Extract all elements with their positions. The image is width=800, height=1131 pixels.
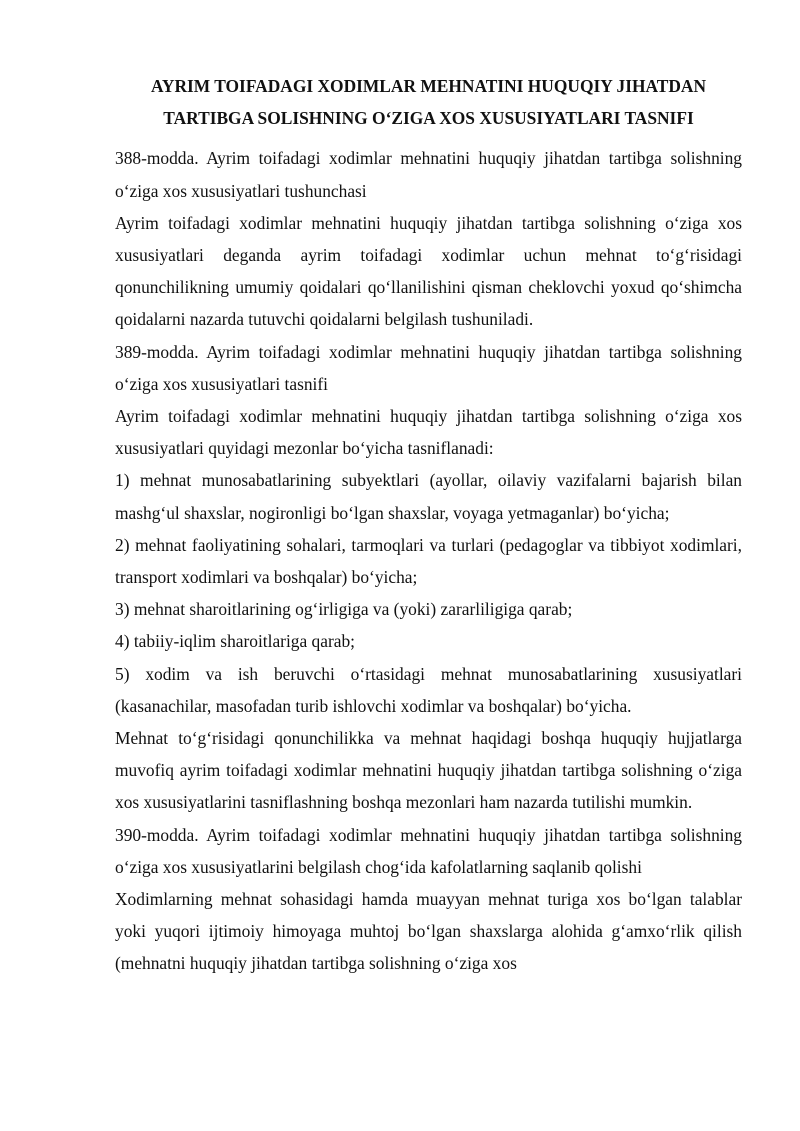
list-item: 4) tabiiy-iqlim sharoitlariga qarab; — [115, 631, 356, 652]
list-item: 2) mehnat faoliyatining sohalari, tarmoqlari va turlari (pedagoglar va tibbiyot xodimlari, transport xodimlari va boshqalar) bo‘yicha; — [115, 534, 742, 588]
title-line: TARTIBGA SOLISHNING O‘ZIGA XOS XUSUSIYATLARI TASNIFI — [163, 108, 694, 129]
list-item: 3) mehnat sharoitlarining og‘irligiga va (yoki) zararliligiga qarab; — [115, 599, 573, 620]
article-text: Ayrim toifadagi xodimlar mehnatini huquqiy jihatdan tartibga solishning o‘ziga xos xususiyatlari quyidagi mezonlar bo‘yicha tasniflanadi: — [115, 406, 742, 459]
document-title — [115, 70, 742, 134]
list-item: 5) xodim va ish beruvchi o‘rtasidagi mehnat munosabatlarining xususiyatlari (kasanachilar, masofadan turib ishlovchi xodimlar va boshqalar) bo‘yicha. — [115, 663, 742, 716]
list-item: 1) mehnat munosabatlarining subyektlari (ayollar, oilaviy vazifalarni bajarish bilan mashg‘ul shaxslar, nogironligi bo‘lgan shaxslar, voyaga yetmaganlar) bo‘yicha; — [115, 470, 742, 523]
article-heading-390: 390-modda. Ayrim toifadagi xodimlar mehnatini huquqiy jihatdan tartibga solishning o‘ziga xos xususiyatlarini belgilash chog‘ida kafolatlarning saqlanib qolishi — [115, 824, 742, 877]
article-heading-388: 388-modda. Ayrim toifadagi xodimlar mehnatini huquqiy jihatdan tartibga solishning o‘ziga xos xususiyatlari tushunchasi — [115, 148, 742, 201]
document-body — [115, 70, 742, 980]
article-text: Mehnat to‘g‘risidagi qonunchilikka va mehnat haqidagi boshqa huquqiy hujjatlarga muvofiq ayrim toifadagi xodimlar mehnatini huquqiy jihatdan tartibga solishning o‘ziga xos xususiyatlarini tasniflashning boshqa mezonlari ham nazarda tutilishi mumkin. — [115, 728, 742, 813]
article-text: Xodimlarning mehnat sohasidagi hamda muayyan mehnat turiga xos bo‘lgan talablar yoki yuqori ijtimoiy himoyaga muhtoj bo‘lgan shaxslarga alohida g‘amxo‘rlik qilish (mehnatni huquqiy jihatdan tartibga solishning o‘ziga xos — [115, 889, 742, 974]
article-heading-389: 389-modda. Ayrim toifadagi xodimlar mehnatini huquqiy jihatdan tartibga solishning o‘ziga xos xususiyatlari tasnifi — [115, 341, 742, 394]
article-text: Ayrim toifadagi xodimlar mehnatini huquqiy jihatdan tartibga solishning o‘ziga xos xususiyatlari deganda ayrim toifadagi xodimlar uchun mehnat to‘g‘risidagi qonunchilikning umumiy qoidalari qo‘llanilishini qisman cheklovchi yoxud qo‘shimcha qoidalarni nazarda tutuvchi qoidalarni belgilash tushuniladi. — [115, 212, 742, 330]
title-line: AYRIM TOIFADAGI XODIMLAR MEHNATINI HUQUQIY JIHATDAN — [150, 76, 707, 96]
